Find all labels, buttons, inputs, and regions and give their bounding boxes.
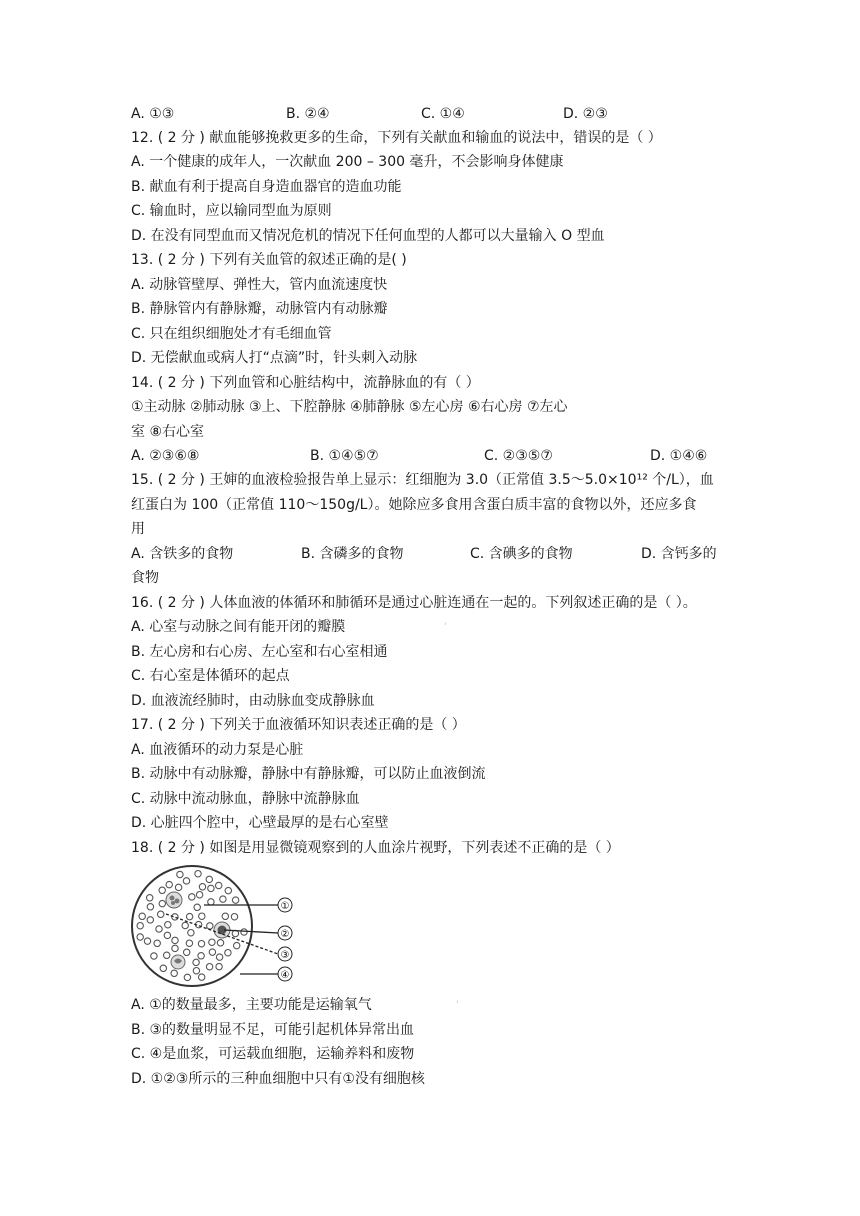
red-blood-cell (199, 884, 205, 890)
white-blood-cell-3 (171, 955, 185, 969)
red-blood-cell (182, 922, 188, 928)
red-blood-cell (172, 945, 178, 951)
diagram-label-4: ④ (280, 970, 290, 981)
q14-option-d: D. ①④⑥ (650, 448, 708, 464)
q15-option-d: D. 含钙多的 (641, 546, 717, 562)
q16-option-a: A. 心室与动脉之间有能开闭的瓣膜 (131, 619, 346, 635)
q14-option-b: B. ①④⑤⑦ (310, 448, 379, 464)
q16-option-b: B. 左心房和右心房、左心室和右心室相通 (131, 644, 388, 660)
q13-option-c: C. 只在组织细胞处才有毛细血管 (131, 326, 332, 342)
q18-option-d: D. ①②③所示的三种血细胞中只有①没有细胞核 (131, 1071, 425, 1087)
red-blood-cell (156, 926, 162, 932)
diagram-label-2: ② (280, 929, 290, 940)
red-blood-cell (196, 892, 202, 898)
red-blood-cell (193, 959, 199, 965)
q14-items-line2: 室 ⑧右心室 (131, 424, 205, 440)
q17-option-a: A. 血液循环的动力泵是心脏 (131, 742, 304, 758)
red-blood-cell (194, 904, 200, 910)
q15-option-b: B. 含磷多的食物 (301, 546, 404, 562)
q11-option-d: D. ②③ (563, 106, 608, 122)
q18-stem: 18. ( 2 分 ) 如图是用显微镜观察到的人血涂片视野，下列表述不正确的是（ ） (131, 840, 620, 856)
red-blood-cell (188, 930, 194, 936)
red-blood-cells (137, 871, 247, 981)
q13-option-d: D. 无偿献血或病人打“点滴”时，针头刺入动脉 (131, 350, 418, 366)
q12-option-b: B. 献血有利于提高自身造血器官的造血功能 (131, 179, 402, 195)
red-blood-cell (232, 897, 238, 903)
red-blood-cell (160, 965, 166, 971)
white-blood-cell-1 (166, 892, 182, 908)
stray-mark: ' (444, 622, 447, 632)
q14-items-line1: ①主动脉 ②肺动脉 ③上、下腔静脉 ④肺静脉 ⑤左心房 ⑥右心房 ⑦左心 (131, 399, 568, 415)
red-blood-cell (144, 938, 150, 944)
red-blood-cell (177, 871, 183, 877)
q13-stem: 13. ( 2 分 ) 下列有关血管的叙述正确的是( ) (131, 252, 407, 268)
red-blood-cell (209, 949, 215, 955)
red-blood-cell (231, 914, 237, 920)
red-blood-cell (184, 974, 190, 980)
q13-option-b: B. 静脉管内有静脉瓣，动脉管内有动脉瓣 (131, 301, 388, 317)
stray-mark-2: ' (456, 1000, 459, 1010)
red-blood-cell (139, 913, 145, 919)
red-blood-cell (241, 929, 247, 935)
red-blood-cell (199, 913, 205, 919)
red-blood-cell (222, 913, 228, 919)
red-blood-cell (184, 949, 190, 955)
red-blood-cell (216, 882, 222, 888)
red-blood-cell (209, 939, 215, 945)
q15-option-c: C. 含碘多的食物 (470, 546, 573, 562)
red-blood-cell (147, 917, 153, 923)
q18-option-a: A. ①的数量最多，主要功能是运输氧气 (131, 997, 372, 1013)
q15-stem-line2: 红蛋白为 100（正常值 110～150g/L）。她除应多食用含蛋白质丰富的食物以外，还应多食 (131, 497, 697, 513)
red-blood-cell (195, 871, 201, 877)
red-blood-cell (220, 896, 226, 902)
red-blood-cell (198, 941, 204, 947)
red-blood-cell (193, 968, 199, 974)
red-blood-cell (137, 934, 143, 940)
q12-option-d: D. 在没有同型血而又情况危机的情况下任何血型的人都可以大量输入 O 型血 (131, 228, 605, 244)
q12-stem: 12. ( 2 分 ) 献血能够挽救更多的生命，下列有关献血和输血的说法中，错误的是（ ） (131, 130, 662, 146)
diagram-label-1: ① (280, 901, 290, 912)
red-blood-cell (216, 963, 222, 969)
q16-stem: 16. ( 2 分 ) 人体血液的体循环和肺循环是通过心脏连通在一起的。下列叙述正确的是（ ）。 (131, 595, 697, 611)
blood-smear-diagram (128, 864, 298, 988)
q16-option-d: D. 血液流经肺时，由动脉血变成静脉血 (131, 693, 375, 709)
q11-option-b: B. ②④ (286, 106, 330, 122)
q11-option-a: A. ①③ (131, 106, 175, 122)
red-blood-cell (216, 954, 222, 960)
red-blood-cell (151, 953, 157, 959)
red-blood-cell (164, 952, 170, 958)
q15-stem-line3: 用 (131, 521, 145, 537)
red-blood-cell (175, 884, 181, 890)
red-blood-cell (225, 950, 231, 956)
microscope-field-circle (132, 866, 252, 986)
red-blood-cell (147, 904, 153, 910)
q12-option-a: A. 一个健康的成年人，一次献血 200 – 300 毫升，不会影响身体健康 (131, 154, 564, 170)
q14-option-c: C. ②③⑤⑦ (484, 448, 553, 464)
q17-option-d: D. 心脏四个腔中，心壁最厚的是右心室壁 (131, 815, 389, 831)
q14-stem: 14. ( 2 分 ) 下列血管和心脏结构中，流静脉血的有（ ） (131, 375, 480, 391)
red-blood-cell (186, 913, 192, 919)
red-blood-cell (147, 895, 153, 901)
red-blood-cell (172, 937, 178, 943)
red-blood-cell (164, 932, 170, 938)
red-blood-cell (159, 887, 165, 893)
red-blood-cell (158, 911, 164, 917)
red-blood-cell (154, 940, 160, 946)
q17-option-b: B. 动脉中有动脉瓣，静脉中有静脉瓣，可以防止血液倒流 (131, 766, 486, 782)
red-blood-cell (171, 970, 177, 976)
red-blood-cell (198, 953, 204, 959)
diagram-label-3: ③ (280, 950, 290, 961)
red-blood-cell (199, 974, 205, 980)
red-blood-cell (225, 887, 231, 893)
red-blood-cell (217, 940, 223, 946)
red-blood-cell (186, 940, 192, 946)
q15-option-d-continued: 食物 (131, 570, 159, 586)
q13-option-a: A. 动脉管壁厚、弹性大，管内血流速度快 (131, 277, 388, 293)
red-blood-cell (159, 900, 165, 906)
red-blood-cell (183, 878, 189, 884)
q18-option-c: C. ④是血浆，可运载血细胞，运输养料和废物 (131, 1046, 415, 1062)
red-blood-cell (207, 923, 213, 929)
red-blood-cell (166, 881, 172, 887)
q15-stem-line1: 15. ( 2 分 ) 王婶的血液检验报告单上显示：红细胞为 3.0（正常值 3.5～5.0×10¹² 个/L），血 (131, 472, 714, 488)
q14-option-a: A. ②③⑥⑧ (131, 448, 200, 464)
red-blood-cell (234, 942, 240, 948)
red-blood-cell (206, 876, 212, 882)
q11-option-c: C. ①④ (421, 106, 465, 122)
red-blood-cell (137, 923, 143, 929)
red-blood-cell (206, 964, 212, 970)
q18-option-b: B. ③的数量明显不足，可能引起机体异常出血 (131, 1022, 415, 1038)
q17-option-c: C. 动脉中流动脉血，静脉中流静脉血 (131, 791, 360, 807)
red-blood-cell (189, 894, 195, 900)
q17-stem: 17. ( 2 分 ) 下列关于血液循环知识表述正确的是（ ） (131, 717, 466, 733)
red-blood-cell (165, 922, 171, 928)
q15-option-a: A. 含铁多的食物 (131, 546, 234, 562)
red-blood-cell (208, 899, 214, 905)
q12-option-c: C. 输血时，应以输同型血为原则 (131, 203, 332, 219)
red-blood-cell (208, 885, 214, 891)
q16-option-c: C. 右心室是体循环的起点 (131, 668, 290, 684)
